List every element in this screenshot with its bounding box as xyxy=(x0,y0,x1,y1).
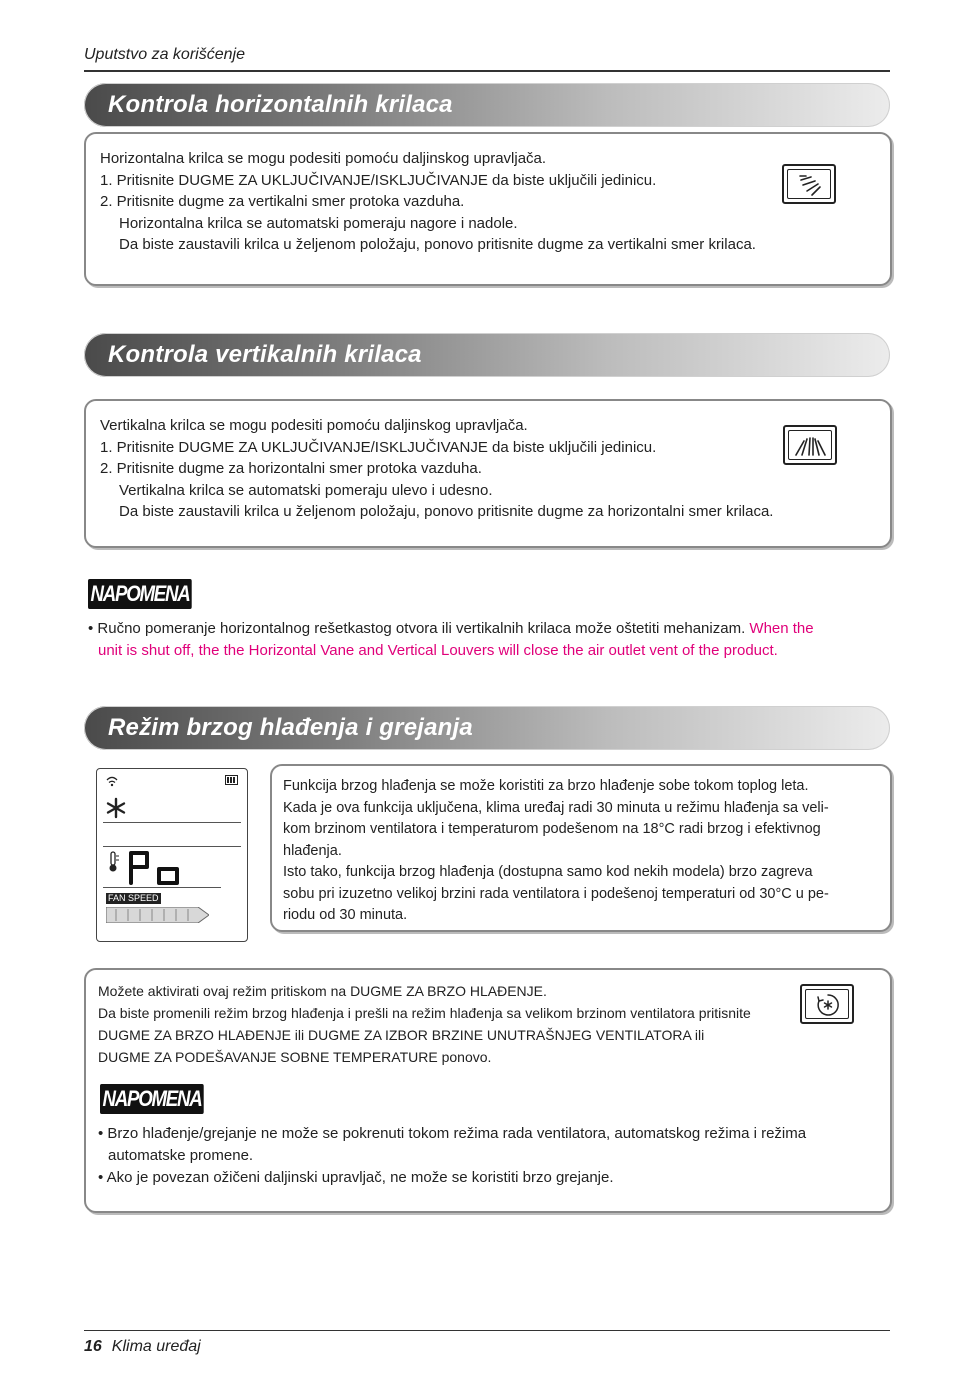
running-header: Uputstvo za korišćenje xyxy=(84,46,245,63)
note1-text-magenta-start: When the xyxy=(749,620,814,637)
text-line: riodu od 30 minuta. xyxy=(283,907,408,923)
vertical-instructions-text xyxy=(100,415,773,523)
napomena-badge: NAPOMENA xyxy=(88,579,192,609)
wireless-signal-icon xyxy=(105,775,119,787)
section-title-jet: Režim brzog hlađenja i grejanja xyxy=(108,714,473,741)
page-footer xyxy=(84,1338,201,1356)
note1-text-magenta-cont: unit is shut off, the the Horizontal Vane and Vertical Louvers will close the air outlet vent of the product. xyxy=(98,642,778,659)
section-title-bar-jet xyxy=(84,706,890,750)
text-line: DUGME ZA PODEŠAVANJE SOBNE TEMPERATURE ponovo. xyxy=(98,1049,492,1065)
text-line: 1. Pritisnite DUGME ZA UKLJUČIVANJE/ISKLJUČIVANJE da biste uključili jedinicu. xyxy=(100,171,657,189)
section-title-bar-vertical xyxy=(84,333,890,377)
jet-activation-box xyxy=(84,968,892,1213)
text-line: Vertikalna krilca se automatski pomeraju ulevo i udesno. xyxy=(119,481,493,499)
footer-rule xyxy=(84,1330,890,1331)
text-line: 2. Pritisnite dugme za vertikalni smer protoka vazduha. xyxy=(100,193,465,210)
text-line: Vertikalna krilca se mogu podesiti pomoću daljinskog upravljača. xyxy=(100,417,528,434)
footer-label: Klima uređaj xyxy=(111,1338,201,1355)
page-number: 16 xyxy=(84,1338,102,1355)
thermometer-icon xyxy=(107,851,121,873)
text-line: Kada je ova funkcija uključena, klima uređaj radi 30 minuta u režimu hlađenja sa veli- xyxy=(283,799,829,816)
text-line: Možete aktivirati ovaj režim pritiskom na DUGME ZA BRZO HLAĐENJE. xyxy=(98,983,547,999)
text-line: 1. Pritisnite DUGME ZA UKLJUČIVANJE/ISKLJUČIVANJE da biste uključili jedinicu. xyxy=(100,438,657,456)
text-line: Horizontalna krilca se automatski pomeraju nagore i nadole. xyxy=(119,214,518,232)
jet-cool-button-icon xyxy=(800,984,854,1024)
jet-activation-text xyxy=(98,980,751,1068)
note1-text-black: • Ručno pomeranje horizontalnog rešetkastog otvora ili vertikalnih krilaca može oštetiti mehanizam. xyxy=(88,620,746,637)
vertical-swing-button-icon xyxy=(782,164,836,204)
text-line: DUGME ZA BRZO HLAĐENJE ili DUGME ZA IZBOR BRZINE UNUTRAŠNJEG VENTILATORA ili xyxy=(98,1027,705,1043)
text-line: sobu pri izuzetno velikoj brzini rada ventilatora i podešenoj temperaturi od 30°C u pe- xyxy=(283,885,829,902)
horizontal-swing-button-icon xyxy=(783,425,837,465)
header-rule xyxy=(84,70,890,72)
vertical-instructions-box xyxy=(84,399,892,548)
lcd-segment-digits-icon xyxy=(127,849,185,885)
jet-description-box xyxy=(270,764,892,932)
text-line: 2. Pritisnite dugme za horizontalni smer protoka vazduha. xyxy=(100,460,482,477)
napomena-badge-2: NAPOMENA xyxy=(100,1084,204,1114)
text-line: • Brzo hlađenje/grejanje ne može se pokrenuti tokom režima rada ventilatora, automatskog režima i režima xyxy=(98,1125,807,1142)
text-line: Horizontalna krilca se mogu podesiti pomoću daljinskog upravljača. xyxy=(100,150,547,167)
text-line: Isto tako, funkcija brzog hlađenja (dostupna samo kod nekih modela) brzo zagreva xyxy=(283,864,813,880)
text-line: Da biste zaustavili krilca u željenom položaju, ponovo pritisnite dugme za vertikalni smer krilaca. xyxy=(119,236,756,253)
battery-icon xyxy=(225,775,239,785)
remote-lcd-display xyxy=(96,768,248,942)
fan-speed-label: FAN SPEED xyxy=(108,893,159,903)
text-line: Funkcija brzog hlađenja se može koristiti za brzo hlađenje sobe tokom toplog leta. xyxy=(283,778,809,794)
text-line: kom brzinom ventilatora i temperaturom podešenom na 18°C radi brzog i efektivnog xyxy=(283,821,821,837)
section-title-vertical: Kontrola vertikalnih krilaca xyxy=(108,341,422,368)
text-line: automatske promene. xyxy=(108,1147,254,1164)
note1-text xyxy=(88,618,888,662)
text-line: Da biste zaustavili krilca u željenom položaju, ponovo pritisnite dugme za horizontalni smer krilaca. xyxy=(119,503,774,520)
horizontal-instructions-text xyxy=(100,148,756,256)
text-line: hlađenja. xyxy=(283,842,342,859)
snowflake-icon xyxy=(105,797,127,819)
jet-note-text xyxy=(98,1123,806,1189)
fan-speed-bar-icon xyxy=(106,907,209,923)
jet-description-text xyxy=(283,776,829,927)
section-title-horizontal: Kontrola horizontalnih krilaca xyxy=(108,91,453,118)
horizontal-instructions-box xyxy=(84,132,892,286)
text-line: • Ako je povezan ožičeni daljinski upravljač, ne može se koristiti brzo grejanje. xyxy=(98,1169,614,1186)
text-line: Da biste promenili režim brzog hlađenja i prešli na režim hlađenja sa velikom brzinom ventilatora pritisnite xyxy=(98,1005,751,1021)
section-title-bar-horizontal xyxy=(84,83,890,127)
